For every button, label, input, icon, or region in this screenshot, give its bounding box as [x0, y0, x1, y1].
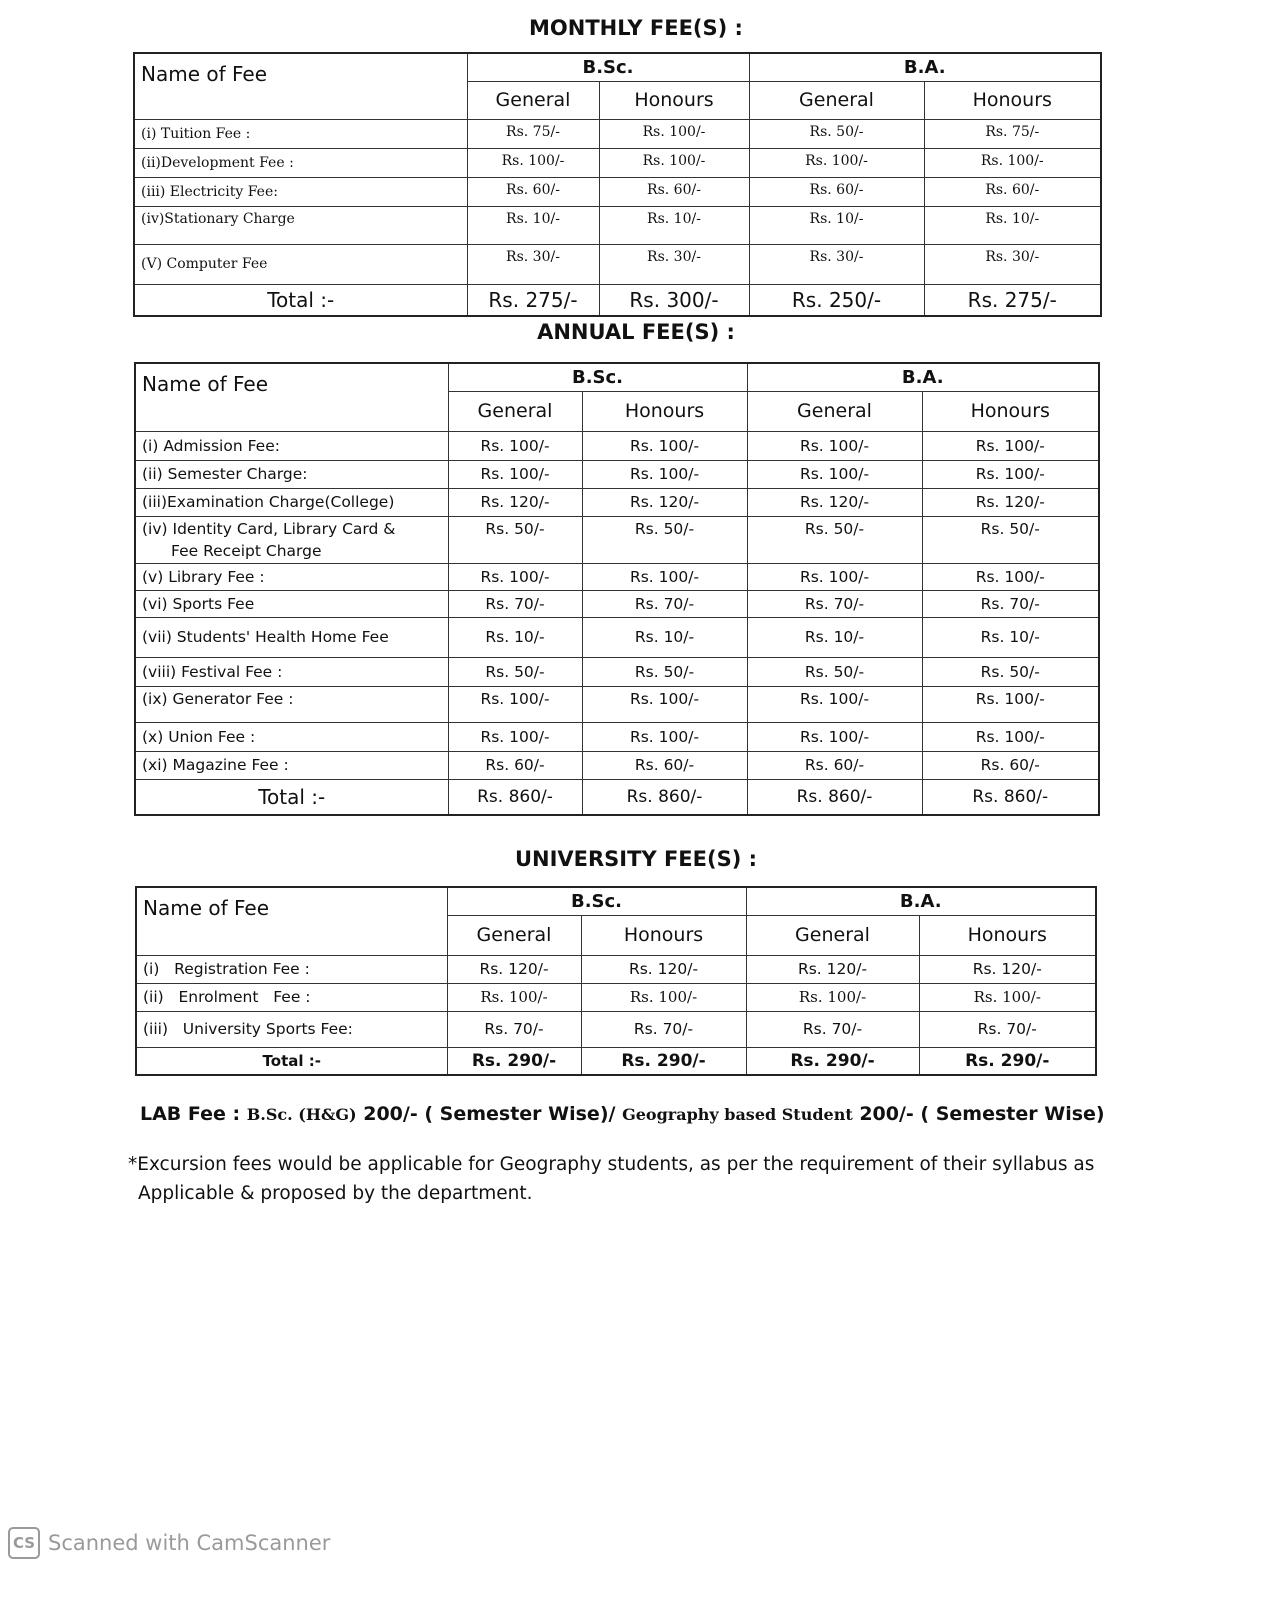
fee-value: Rs. 100/- [747, 431, 922, 460]
fee-value: Rs. 70/- [582, 590, 747, 617]
fee-value: Rs. 75/- [924, 119, 1101, 148]
lab-fee-geo: Geography based Student [622, 1105, 853, 1124]
ba-general-header: General [749, 81, 924, 119]
fee-value: Rs. 100/- [448, 563, 582, 590]
total-value: Rs. 275/- [924, 284, 1101, 316]
fee-value: Rs. 100/- [749, 148, 924, 177]
ba-honours-header: Honours [924, 81, 1101, 119]
fee-value: Rs. 120/- [919, 955, 1096, 983]
fee-value: Rs. 60/- [749, 177, 924, 206]
fee-value: Rs. 100/- [746, 983, 919, 1011]
fee-value: Rs. 30/- [924, 244, 1101, 284]
total-value: Rs. 290/- [581, 1047, 746, 1075]
fee-value: Rs. 60/- [448, 751, 582, 779]
fee-value: Rs. 100/- [582, 563, 747, 590]
fee-value: Rs. 100/- [582, 686, 747, 722]
fee-value: Rs. 50/- [582, 516, 747, 563]
fee-value: Rs. 100/- [467, 148, 599, 177]
fee-label: (viii) Festival Fee : [135, 657, 448, 686]
total-row [135, 779, 1099, 815]
fee-value: Rs. 100/- [448, 686, 582, 722]
fee-value: Rs. 70/- [447, 1011, 581, 1047]
fee-value: Rs. 120/- [448, 488, 582, 516]
name-of-fee-header: Name of Fee [134, 53, 467, 119]
fee-value: Rs. 100/- [448, 431, 582, 460]
fee-label: (ii)Development Fee : [134, 148, 467, 177]
fee-value: Rs. 120/- [582, 488, 747, 516]
fee-label-line1: (iv) Identity Card, Library Card & [142, 519, 396, 538]
ba-honours-header: Honours [919, 915, 1096, 955]
fee-value: Rs. 100/- [922, 686, 1099, 722]
fee-value: Rs. 60/- [922, 751, 1099, 779]
fee-value: Rs. 50/- [582, 657, 747, 686]
table-row [135, 722, 1099, 751]
fee-value: Rs. 100/- [581, 983, 746, 1011]
table-row [135, 686, 1099, 722]
total-value: Rs. 860/- [448, 779, 582, 815]
fee-value: Rs. 70/- [746, 1011, 919, 1047]
fee-value: Rs. 60/- [467, 177, 599, 206]
table-row [135, 431, 1099, 460]
fee-label: (ii) Enrolment Fee : [136, 983, 447, 1011]
fee-label-line2: Fee Receipt Charge [171, 541, 322, 560]
fee-value: Rs. 100/- [448, 722, 582, 751]
university-title: UNIVERSITY FEE(S) : [514, 847, 758, 871]
fee-value: Rs. 10/- [747, 617, 922, 657]
table-row [135, 460, 1099, 488]
bsc-honours-header: Honours [581, 915, 746, 955]
monthly-fee-table [133, 52, 1102, 317]
fee-label [135, 516, 448, 563]
fee-value: Rs. 10/- [922, 617, 1099, 657]
ba-honours-header: Honours [922, 391, 1099, 431]
fee-value: Rs. 50/- [747, 657, 922, 686]
total-value: Rs. 290/- [447, 1047, 581, 1075]
monthly-title: MONTHLY FEE(S) : [529, 16, 743, 40]
fee-label: (vi) Sports Fee [135, 590, 448, 617]
university-fee-table [135, 886, 1097, 1076]
excursion-note [128, 1150, 1228, 1208]
fee-value: Rs. 10/- [582, 617, 747, 657]
fee-value: Rs. 70/- [581, 1011, 746, 1047]
fee-value: Rs. 100/- [747, 686, 922, 722]
fee-value: Rs. 10/- [448, 617, 582, 657]
fee-value: Rs. 100/- [919, 983, 1096, 1011]
total-value: Rs. 300/- [599, 284, 749, 316]
fee-value: Rs. 120/- [922, 488, 1099, 516]
fee-value: Rs. 120/- [747, 488, 922, 516]
table-row [134, 177, 1101, 206]
fee-label: (i) Tuition Fee : [134, 119, 467, 148]
total-value: Rs. 860/- [922, 779, 1099, 815]
fee-label: (v) Library Fee : [135, 563, 448, 590]
lab-fee-note [140, 1100, 1140, 1129]
bsc-honours-header: Honours [599, 81, 749, 119]
table-row [134, 206, 1101, 244]
fee-label: (vii) Students' Health Home Fee [135, 617, 448, 657]
total-value: Rs. 860/- [747, 779, 922, 815]
table-row [135, 590, 1099, 617]
bsc-group-header: B.Sc. [467, 53, 749, 81]
bsc-group-header: B.Sc. [447, 887, 746, 915]
fee-value: Rs. 50/- [448, 516, 582, 563]
fee-value: Rs. 70/- [747, 590, 922, 617]
total-row [134, 284, 1101, 316]
fee-label: (iv)Stationary Charge [134, 206, 467, 244]
bsc-group-header: B.Sc. [448, 363, 747, 391]
fee-label: (V) Computer Fee [134, 244, 467, 284]
total-value: Rs. 275/- [467, 284, 599, 316]
fee-value: Rs. 75/- [467, 119, 599, 148]
fee-value: Rs. 100/- [599, 119, 749, 148]
total-value: Rs. 290/- [919, 1047, 1096, 1075]
excursion-line-1: *Excursion fees would be applicable for Geography students, as per the requirement of their syllabus as [128, 1154, 1095, 1175]
table-row [134, 244, 1101, 284]
fee-value: Rs. 100/- [922, 431, 1099, 460]
lab-fee-amount-2: 200/- ( Semester Wise) [852, 1103, 1105, 1125]
table-row [136, 1011, 1096, 1047]
fee-value: Rs. 60/- [582, 751, 747, 779]
total-row [136, 1047, 1096, 1075]
fee-value: Rs. 10/- [599, 206, 749, 244]
table-row [135, 617, 1099, 657]
lab-fee-prefix: LAB Fee : [140, 1103, 247, 1125]
fee-value: Rs. 10/- [924, 206, 1101, 244]
total-label: Total :- [134, 284, 467, 316]
fee-label: (i) Admission Fee: [135, 431, 448, 460]
fee-value: Rs. 100/- [747, 563, 922, 590]
fee-value: Rs. 100/- [747, 722, 922, 751]
table-row [134, 148, 1101, 177]
ba-general-header: General [746, 915, 919, 955]
fee-value: Rs. 100/- [448, 460, 582, 488]
table-row [135, 563, 1099, 590]
fee-value: Rs. 100/- [747, 460, 922, 488]
fee-value: Rs. 60/- [747, 751, 922, 779]
name-of-fee-header: Name of Fee [136, 887, 447, 955]
fee-value: Rs. 100/- [582, 722, 747, 751]
total-label: Total :- [135, 779, 448, 815]
fee-value: Rs. 100/- [922, 722, 1099, 751]
ba-group-header: B.A. [747, 363, 1099, 391]
fee-value: Rs. 100/- [924, 148, 1101, 177]
table-row [135, 657, 1099, 686]
fee-value: Rs. 70/- [922, 590, 1099, 617]
fee-value: Rs. 100/- [582, 460, 747, 488]
fee-value: Rs. 100/- [599, 148, 749, 177]
name-of-fee-header: Name of Fee [135, 363, 448, 431]
fee-value: Rs. 120/- [581, 955, 746, 983]
bsc-general-header: General [447, 915, 581, 955]
fee-value: Rs. 10/- [749, 206, 924, 244]
fee-value: Rs. 50/- [747, 516, 922, 563]
table-row [136, 955, 1096, 983]
table-row [135, 488, 1099, 516]
total-value: Rs. 290/- [746, 1047, 919, 1075]
ba-group-header: B.A. [749, 53, 1101, 81]
fee-value: Rs. 30/- [599, 244, 749, 284]
fee-value: Rs. 60/- [924, 177, 1101, 206]
table-row [136, 983, 1096, 1011]
ba-group-header: B.A. [746, 887, 1096, 915]
fee-value: Rs. 100/- [582, 431, 747, 460]
fee-value: Rs. 50/- [749, 119, 924, 148]
lab-fee-amount-1: 200/- ( Semester Wise)/ [356, 1103, 623, 1125]
camscanner-watermark [8, 1527, 330, 1559]
total-value: Rs. 250/- [749, 284, 924, 316]
fee-value: Rs. 60/- [599, 177, 749, 206]
total-label: Total :- [136, 1047, 447, 1075]
bsc-general-header: General [448, 391, 582, 431]
fee-value: Rs. 70/- [448, 590, 582, 617]
fee-value: Rs. 70/- [919, 1011, 1096, 1047]
fee-value: Rs. 30/- [467, 244, 599, 284]
fee-label: (ix) Generator Fee : [135, 686, 448, 722]
fee-label: (x) Union Fee : [135, 722, 448, 751]
camscanner-logo-icon: CS [8, 1527, 40, 1559]
fee-value: Rs. 10/- [467, 206, 599, 244]
fee-value: Rs. 50/- [448, 657, 582, 686]
bsc-honours-header: Honours [582, 391, 747, 431]
fee-value: Rs. 100/- [922, 563, 1099, 590]
fee-label: (iii) Electricity Fee: [134, 177, 467, 206]
fee-value: Rs. 100/- [447, 983, 581, 1011]
table-row [134, 119, 1101, 148]
fee-label: (i) Registration Fee : [136, 955, 447, 983]
annual-fee-table [134, 362, 1100, 816]
fee-value: Rs. 50/- [922, 657, 1099, 686]
lab-fee-bsc: B.Sc. (H&G) [246, 1105, 357, 1124]
ba-general-header: General [747, 391, 922, 431]
bsc-general-header: General [467, 81, 599, 119]
fee-value: Rs. 120/- [746, 955, 919, 983]
table-row [135, 751, 1099, 779]
fee-label: (ii) Semester Charge: [135, 460, 448, 488]
fee-value: Rs. 50/- [922, 516, 1099, 563]
fee-label: (iii)Examination Charge(College) [135, 488, 448, 516]
fee-value: Rs. 30/- [749, 244, 924, 284]
table-row [135, 516, 1099, 563]
fee-label: (xi) Magazine Fee : [135, 751, 448, 779]
camscanner-text: Scanned with CamScanner [48, 1531, 331, 1555]
annual-title: ANNUAL FEE(S) : [537, 320, 735, 344]
fee-value: Rs. 100/- [922, 460, 1099, 488]
fee-value: Rs. 120/- [447, 955, 581, 983]
fee-label: (iii) University Sports Fee: [136, 1011, 447, 1047]
total-value: Rs. 860/- [582, 779, 747, 815]
excursion-line-2: Applicable & proposed by the department. [138, 1183, 533, 1204]
